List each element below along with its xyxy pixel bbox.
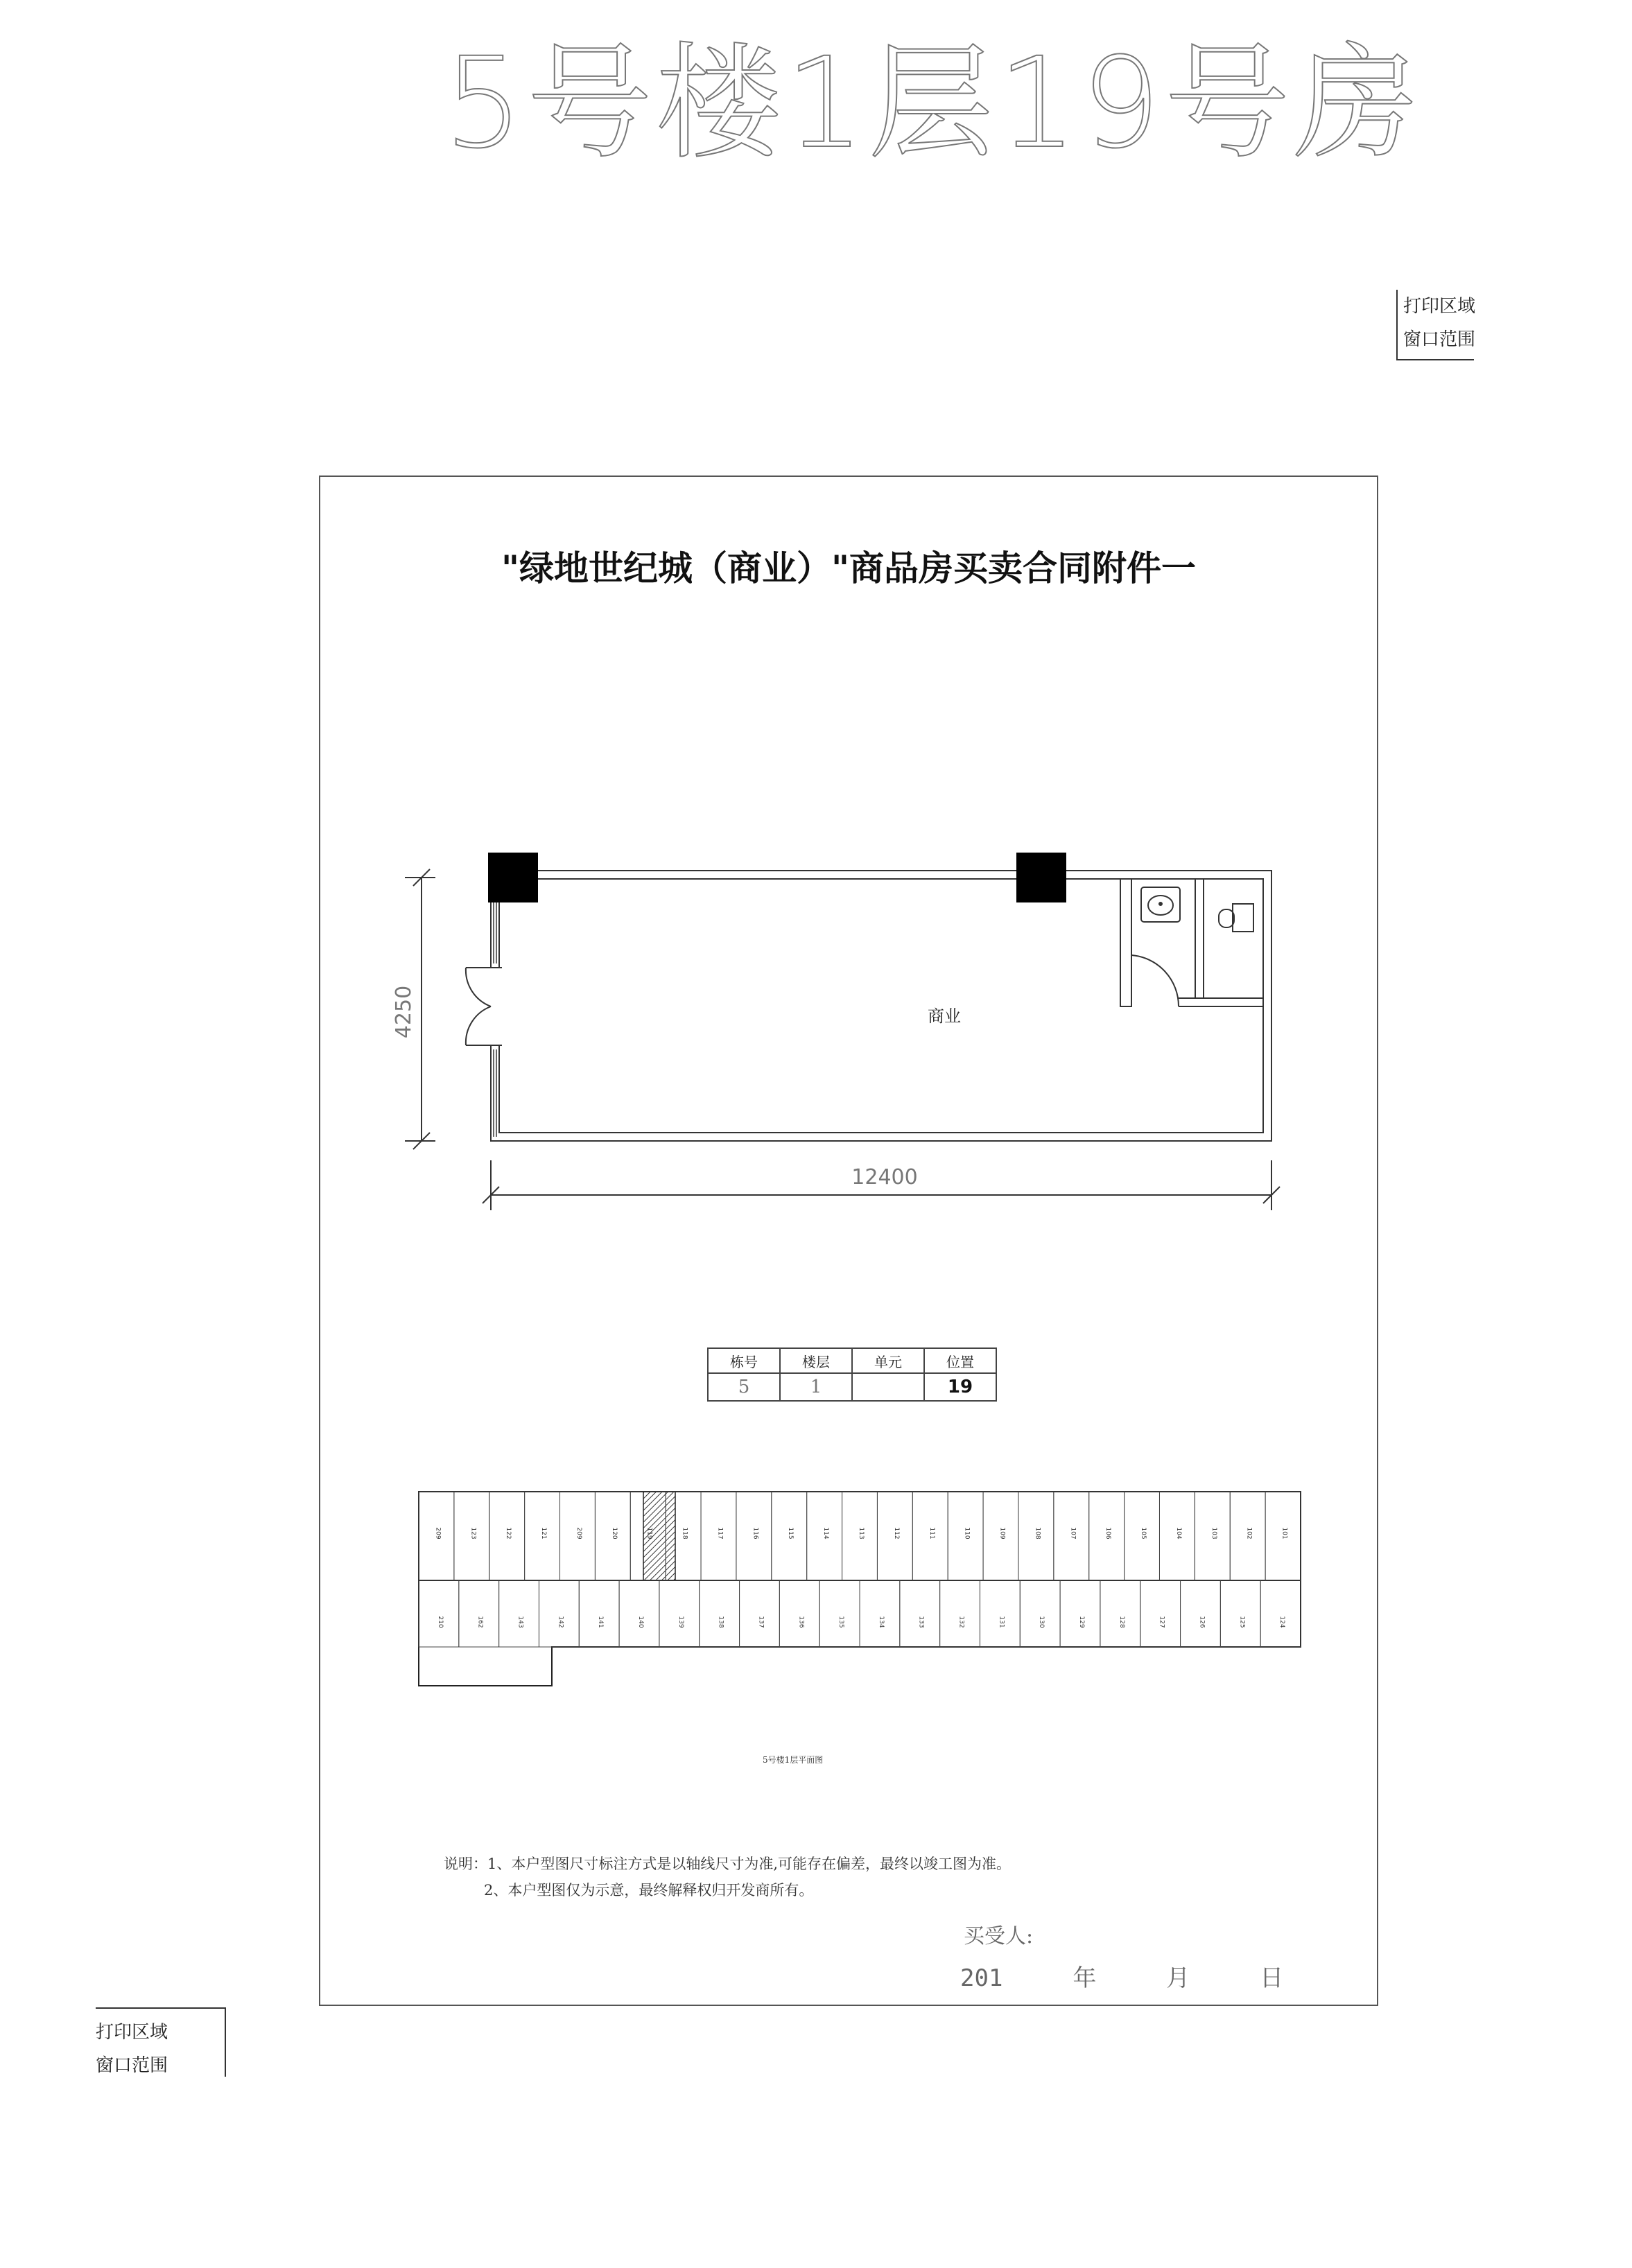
key-plan-bottom-cell [619,1580,659,1647]
value-unit [852,1373,924,1401]
header-unit: 单元 [852,1348,924,1373]
key-plan-top-label: 120 [610,1527,618,1539]
floor-plan [388,832,1331,1220]
key-plan-bottom-label: 135 [837,1616,845,1628]
print-mark-bracket [225,2007,226,2077]
key-plan-bottom-label: 136 [797,1616,805,1628]
key-plan-top-label: 118 [681,1527,688,1539]
date-line: 201 年 月 日 [960,1964,1284,1992]
key-plan-top-label: 123 [469,1527,477,1539]
key-plan-top-label: 121 [540,1527,548,1539]
key-plan-bottom-label: 162 [476,1616,484,1628]
key-plan-bottom-label: 132 [957,1616,965,1628]
header-position: 位置 [924,1348,996,1373]
key-plan-top-label: 102 [1245,1527,1253,1539]
print-mark-bracket [1396,290,1398,359]
key-plan-top-label: 209 [434,1527,442,1539]
key-plan-bottom-cell [940,1580,980,1647]
key-plan-top-label: 106 [1104,1527,1112,1539]
header-building: 栋号 [708,1348,780,1373]
column-right [1016,853,1066,902]
key-plan-top-label: 114 [822,1527,830,1539]
height-dimension-label: 4250 [392,985,416,1039]
note-2: 2、本户型图仅为示意，最终解释权归开发商所有。 [484,1882,814,1899]
notes [444,1851,1011,1903]
key-plan-bottom-cell [539,1580,579,1647]
key-plan-bottom-cell [1260,1580,1301,1647]
value-position: 19 [924,1373,996,1401]
key-plan-bottom-cell [419,1580,459,1647]
document-title: "绿地世纪城（商业）"商品房买卖合同附件一 [501,548,1197,588]
key-plan-bottom-label: 210 [436,1616,444,1628]
value-floor: 1 [780,1373,852,1401]
table-value-row [708,1373,996,1401]
key-plan-top-label: 112 [892,1527,900,1539]
key-plan-top-label: 122 [505,1527,512,1539]
key-plan-bottom-cell [499,1580,539,1647]
key-plan-top-row [419,1492,1301,1580]
print-mark-line-2: 窗口范围 [96,2055,168,2076]
key-plan-top-label: 119 [645,1527,653,1539]
key-plan-bottom-row [419,1580,1301,1647]
print-mark-bracket-top [96,2007,226,2009]
entrance-door [466,968,491,1045]
table-header-row [708,1348,996,1373]
key-plan-top-label: 209 [575,1527,582,1539]
key-plan-bottom-cell [860,1580,900,1647]
key-plan [416,1490,1303,1698]
unit-info-table [707,1347,997,1402]
key-plan-bottom-label: 129 [1078,1616,1085,1628]
print-mark-bracket-bottom [1396,359,1474,360]
key-plan-bottom-cell [1100,1580,1140,1647]
key-plan-top-label: 111 [928,1527,935,1539]
key-plan-bottom-cell [700,1580,740,1647]
key-plan-bottom-label: 127 [1158,1616,1165,1628]
key-plan-top-label: 104 [1174,1527,1182,1539]
key-plan-top-label: 113 [858,1527,865,1539]
room-label: 商业 [928,1006,961,1026]
key-plan-bottom-label: 128 [1118,1616,1125,1628]
key-plan-bottom-cell [459,1580,499,1647]
key-plan-bottom-cell [579,1580,619,1647]
key-plan-bottom-label: 131 [998,1616,1005,1628]
key-plan-top-label: 108 [1034,1527,1041,1539]
key-plan-bottom-cell [740,1580,780,1647]
key-plan-bottom-cell [900,1580,940,1647]
print-mark-line-1: 打印区域 [96,2022,168,2043]
key-plan-bottom-label: 143 [516,1616,524,1628]
key-plan-bottom-cell [1020,1580,1060,1647]
sink-icon [1141,887,1180,922]
key-plan-bottom-cell [779,1580,819,1647]
key-plan-top-label: 117 [716,1527,724,1539]
key-plan-bottom-label: 142 [557,1616,564,1628]
print-mark-top-right [1403,290,1475,356]
key-plan-caption: 5号楼1层平面图 [763,1755,824,1765]
key-plan-bottom-label: 124 [1278,1616,1286,1628]
document-frame [319,476,1378,2006]
key-plan-bottom-label: 138 [717,1616,724,1628]
print-mark-line-1: 打印区域 [1403,296,1476,317]
bathroom-door [1131,955,1179,1006]
key-plan-top-label: 115 [787,1527,795,1539]
key-plan-bottom-label: 133 [917,1616,925,1628]
column-left [488,853,538,902]
key-plan-top-label: 105 [1140,1527,1147,1539]
value-building: 5 [708,1373,780,1401]
buyer-label: 买受人: [964,1924,1034,1948]
walls [488,871,1271,1141]
key-plan-top-label: 101 [1281,1527,1288,1539]
key-plan-bottom-cell [1181,1580,1221,1647]
note-1: 说明：1、本户型图尺寸标注方式是以轴线尺寸为准,可能存在偏差，最终以竣工图为准。 [444,1856,1012,1872]
key-plan-bottom-cell [1060,1580,1100,1647]
key-plan-bottom-cell [659,1580,700,1647]
header-floor: 楼层 [780,1348,852,1373]
key-plan-bottom-cell [1220,1580,1260,1647]
key-plan-bottom-label: 140 [637,1616,644,1628]
key-plan-bottom-cell [980,1580,1020,1647]
key-plan-bottom-label: 126 [1198,1616,1206,1628]
toilet-icon [1219,904,1253,932]
key-plan-bottom-label: 139 [677,1616,684,1628]
key-plan-bottom-label: 125 [1238,1616,1246,1628]
key-plan-bottom-label: 137 [757,1616,765,1628]
print-mark-bottom-left [96,2016,168,2082]
key-plan-bottom-cell [819,1580,860,1647]
key-plan-top-label: 107 [1069,1527,1077,1539]
key-plan-bottom-label: 141 [597,1616,605,1628]
key-plan-bottom-label: 134 [877,1616,885,1628]
print-mark-line-2: 窗口范围 [1403,329,1476,350]
key-plan-top-label: 103 [1210,1527,1217,1539]
key-plan-top-label: 110 [963,1527,971,1539]
key-plan-bottom-label: 130 [1038,1616,1045,1628]
width-dimension-label: 12400 [851,1165,918,1189]
key-plan-bottom-cell [1140,1580,1181,1647]
key-plan-top-label: 109 [998,1527,1006,1539]
outline-title: 5号楼1层19号房 [444,31,1423,176]
key-plan-top-label: 116 [752,1527,759,1539]
